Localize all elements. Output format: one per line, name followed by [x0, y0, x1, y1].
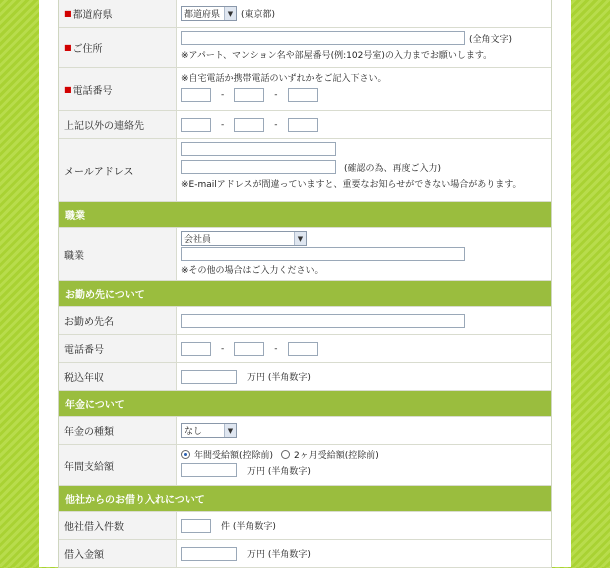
- section-header-pension: 年金について: [59, 391, 551, 417]
- row-address: [59, 28, 551, 68]
- row-workplace-name: [59, 307, 551, 335]
- chevron-down-icon: ▼: [294, 232, 306, 245]
- value-prefecture: [177, 0, 551, 27]
- label-job: [59, 228, 177, 280]
- radio-bimonthly[interactable]: [281, 450, 290, 459]
- row-income: [59, 363, 551, 391]
- label-text: 他社借入件数: [64, 522, 124, 533]
- prefecture-note: (東京都): [241, 10, 276, 20]
- loan-count-unit: 件 (半角数字): [221, 522, 276, 532]
- page-panel: [39, 0, 571, 567]
- phone-input-1[interactable]: [181, 88, 211, 102]
- loan-amount-unit: 万円 (半角数字): [247, 550, 311, 560]
- email-note: ※E-mailアドレスが間違っていますと、重要なお知らせができない場合があります。: [181, 180, 522, 190]
- email-input[interactable]: [181, 142, 336, 156]
- label-text: 電話番号: [64, 345, 104, 356]
- contact-input-1[interactable]: [181, 118, 211, 132]
- required-mark: ■: [64, 43, 72, 52]
- value-workplace-name: [177, 307, 551, 334]
- value-income: [177, 363, 551, 390]
- pension-amount-input[interactable]: [181, 463, 237, 477]
- required-mark: ■: [64, 84, 72, 94]
- label-phone: [59, 68, 177, 110]
- section-header-job: 職業: [59, 202, 551, 228]
- label-workplace-name: [59, 307, 177, 334]
- phone-sep: -: [221, 343, 225, 354]
- row-pension-amount: [59, 445, 551, 486]
- pension-type-value: なし: [184, 427, 203, 437]
- section-header-loans: 他社からのお借り入れについて: [59, 486, 551, 512]
- label-loan-amount: [59, 540, 177, 567]
- value-other-contact: [177, 111, 551, 138]
- value-address: [177, 28, 551, 67]
- application-form: [58, 0, 552, 568]
- value-loan-amount: [177, 540, 551, 567]
- address-note: ※アパート、マンション名や部屋番号(例:102号室)の入力までお願いします。: [181, 51, 493, 61]
- label-text: 上記以外の連絡先: [64, 121, 144, 132]
- value-workplace-phone: [177, 335, 551, 362]
- row-email: [59, 139, 551, 202]
- address-unit: (全角文字): [469, 34, 513, 45]
- label-text: お勤め先名: [64, 317, 114, 328]
- label-pension-type: [59, 417, 177, 444]
- label-email: [59, 139, 177, 201]
- workplace-phone-input-2[interactable]: [234, 342, 264, 356]
- income-input[interactable]: [181, 370, 237, 384]
- label-text: 税込年収: [64, 373, 104, 384]
- radio-bimonthly-label: 2ヶ月受給額(控除前): [294, 451, 379, 461]
- contact-input-2[interactable]: [234, 118, 264, 132]
- label-text: 都道府県: [72, 10, 113, 21]
- label-text: 職業: [64, 250, 84, 262]
- label-pension-amount: [59, 445, 177, 485]
- prefecture-select[interactable]: [181, 6, 237, 21]
- section-header-workplace: お勤め先について: [59, 281, 551, 307]
- job-note: ※その他の場合はご入力ください。: [181, 266, 324, 276]
- value-loan-count: [177, 512, 551, 539]
- label-text: メールアドレス: [64, 166, 134, 178]
- radio-annual-label: 年間受給額(控除前): [194, 451, 274, 461]
- workplace-phone-input-1[interactable]: [181, 342, 211, 356]
- prefecture-select-value: 都道府県: [184, 10, 221, 20]
- phone-sep: -: [221, 90, 225, 100]
- chevron-down-icon: ▼: [224, 424, 236, 437]
- label-workplace-phone: [59, 335, 177, 362]
- value-phone: [177, 68, 551, 110]
- label-text: 年間支給額: [64, 461, 114, 473]
- row-other-contact: [59, 111, 551, 139]
- row-loan-amount: [59, 540, 551, 568]
- row-loan-count: [59, 512, 551, 540]
- label-text: 電話番号: [72, 85, 113, 97]
- phone-input-3[interactable]: [288, 88, 318, 102]
- contact-sep: -: [221, 119, 225, 130]
- contact-sep: -: [274, 119, 278, 130]
- required-mark: ■: [64, 9, 72, 18]
- label-text: ご住所: [72, 44, 103, 55]
- label-income: [59, 363, 177, 390]
- value-pension-amount: [177, 445, 551, 485]
- workplace-name-input[interactable]: [181, 314, 465, 328]
- phone-note: ※自宅電話か携帯電話のいずれかをご記入下さい。: [181, 74, 387, 84]
- job-select[interactable]: [181, 231, 307, 246]
- job-select-value: 会社員: [184, 235, 212, 245]
- label-other-contact: [59, 111, 177, 138]
- workplace-phone-input-3[interactable]: [288, 342, 318, 356]
- label-text: 借入金額: [64, 550, 104, 561]
- address-input[interactable]: [181, 31, 465, 45]
- loan-count-input[interactable]: [181, 519, 211, 533]
- row-job: [59, 228, 551, 281]
- row-workplace-phone: [59, 335, 551, 363]
- value-job: [177, 228, 551, 280]
- value-pension-type: [177, 417, 551, 444]
- label-text: 年金の種類: [64, 427, 114, 438]
- pension-amount-unit: 万円 (半角数字): [247, 466, 311, 477]
- email-confirm-note: (確認の為、再度ご入力): [344, 163, 442, 174]
- phone-input-2[interactable]: [234, 88, 264, 102]
- row-prefecture: [59, 0, 551, 28]
- contact-input-3[interactable]: [288, 118, 318, 132]
- chevron-down-icon: ▼: [224, 7, 236, 20]
- label-prefecture: [59, 0, 177, 27]
- row-pension-type: [59, 417, 551, 445]
- row-phone: [59, 68, 551, 111]
- phone-sep: -: [274, 90, 278, 100]
- job-other-input[interactable]: [181, 247, 465, 261]
- phone-sep: -: [274, 343, 278, 354]
- email-confirm-input[interactable]: [181, 160, 336, 174]
- radio-annual[interactable]: [181, 450, 190, 459]
- income-unit: 万円 (半角数字): [247, 373, 311, 383]
- label-address: [59, 28, 177, 67]
- pension-type-select[interactable]: [181, 423, 237, 438]
- label-loan-count: [59, 512, 177, 539]
- loan-amount-input[interactable]: [181, 547, 237, 561]
- value-email: [177, 139, 551, 201]
